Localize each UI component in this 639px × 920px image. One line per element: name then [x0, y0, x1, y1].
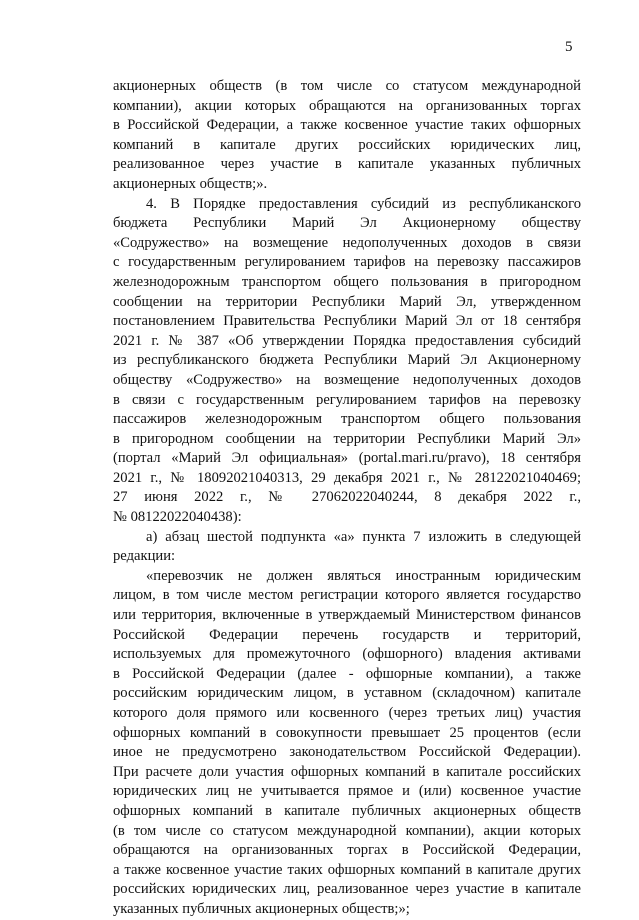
text-line: сообщении на территории Республики Марий Эл, утвержденном — [113, 293, 581, 310]
text-line: с государственным регулированием тарифов на перевозку пассажиров — [113, 254, 581, 271]
text-line: 4. В Порядке предоставления субсидий из республиканского — [146, 195, 581, 212]
text-line: «Содружество» на возмещение недополученных доходов в связи — [113, 234, 581, 251]
text-line: «перевозчик не должен являться иностранным юридическим — [146, 567, 581, 584]
text-line: бюджета Республики Марий Эл Акционерному обществу — [113, 215, 581, 232]
text-line: в Российской Федерации, а также косвенное участие таких офшорных — [113, 117, 581, 134]
text-line: компаний в капитале других российских юридических лиц, — [113, 136, 581, 153]
text-line: в пригородном сообщении на территории Республики Марий Эл» — [113, 430, 581, 447]
text-line: № 08122022040438): — [113, 509, 242, 526]
page-number: 5 — [565, 39, 573, 55]
text-line: акционерных обществ;». — [113, 175, 268, 192]
text-line: 27 июня 2022 г., № 27062022040244, 8 декабря 2022 г., — [113, 489, 581, 506]
text-line: иное не предусмотрено законодательством Российской Федерации). — [113, 744, 581, 761]
text-line: юридических лиц не учитывается прямое и (или) косвенное участие — [113, 783, 581, 800]
text-line: обращаются на организованных торгах в Российской Федерации, — [113, 842, 581, 859]
text-line: офшорных компаний в капитале публичных акционерных обществ — [113, 802, 581, 819]
text-line: офшорных компаний в совокупности превышает 25 процентов (если — [113, 724, 581, 741]
text-line: железнодорожным транспортом общего пользования в пригородном — [113, 273, 581, 290]
text-line: обществу «Содружество» на возмещение недополученных доходов — [113, 371, 581, 388]
text-line: которого доля прямого или косвенного (через третьих лиц) участия — [113, 705, 581, 721]
text-line: (портал «Марий Эл официальная» (portal.mari.ru/pravo), 18 сентября — [113, 450, 581, 467]
document-body — [113, 77, 581, 920]
text-line: Российской Федерации перечень государств и территорий, — [113, 626, 581, 643]
text-line: постановлением Правительства Республики Марий Эл от 18 сентября — [113, 313, 581, 330]
text-line: пассажиров железнодорожным транспортом общего пользования — [113, 411, 581, 428]
text-line: При расчете доли участия офшорных компаний в капитале российских — [113, 763, 581, 780]
text-line: 2021 г. № 387 «Об утверждении Порядка предоставления субсидий — [113, 332, 581, 349]
text-line: а) абзац шестой подпункта «а» пункта 7 изложить в следующей — [146, 528, 581, 545]
text-line: 2021 г., № 18092021040313, 29 декабря 2021 г., № 28122021040469; — [113, 469, 581, 486]
text-line: в Российской Федерации (далее - офшорные компании), а также — [113, 665, 581, 682]
text-line: реализованное через участие в капитале указанных публичных — [113, 156, 581, 173]
text-line: редакции: — [113, 548, 176, 565]
text-line: используемых для промежуточного (офшорного) владения активами — [113, 646, 581, 663]
text-line: лицом, в том числе местом регистрации которого является государство — [113, 587, 581, 604]
text-line: или территория, включенные в утверждаемый Министерством финансов — [113, 607, 581, 624]
text-line: компании), акции которых обращаются на организованных торгах — [113, 97, 581, 114]
text-line: акционерных обществ (в том числе со статусом международной — [113, 78, 581, 94]
text-line: российским юридическим лицом, в уставном (складочном) капитале — [113, 685, 581, 702]
text-line: а также косвенное участие таких офшорных компаний в капитале других — [113, 861, 581, 878]
text-line: из республиканского бюджета Республики Марий Эл Акционерному — [113, 352, 581, 369]
text-line: в связи с государственным регулированием тарифов на перевозку — [113, 391, 581, 408]
text-line: (в том числе со статусом международной компании), акции которых — [113, 822, 581, 839]
text-line: указанных публичных акционерных обществ;»; — [113, 900, 410, 917]
text-line: российских юридических лиц, реализованное через участие в капитале — [113, 881, 581, 898]
